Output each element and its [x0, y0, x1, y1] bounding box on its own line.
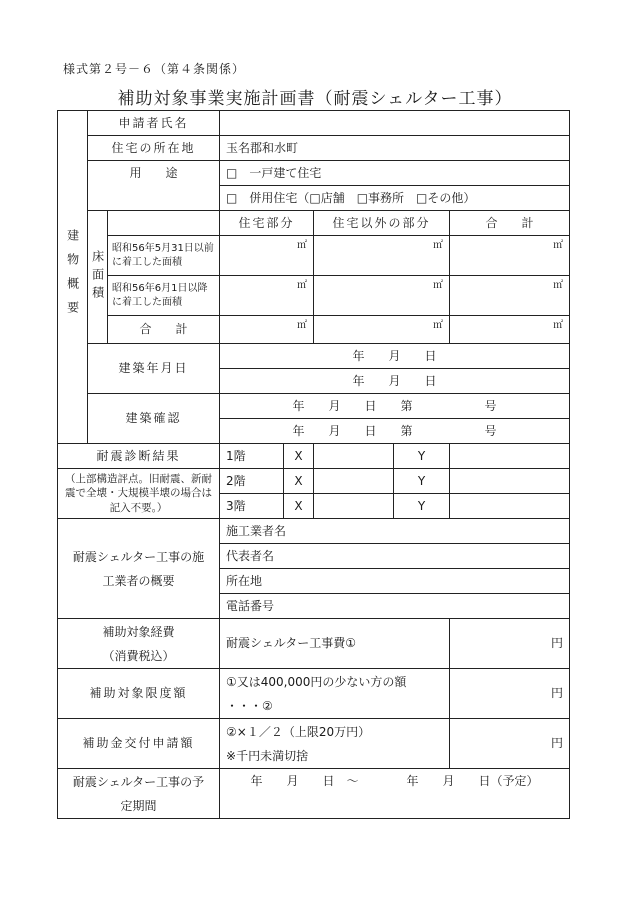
diagnosis-y-value-1[interactable]: [450, 444, 570, 469]
area-after-residential[interactable]: ㎡: [220, 276, 314, 316]
confirm-field-2[interactable]: 年 月 日 第 号: [220, 419, 570, 444]
row-after-1981: 昭和56年6月1日以降に着工した面積: [108, 276, 220, 316]
contractor-location-field[interactable]: 所在地: [220, 569, 570, 594]
limit-line-2: ・・・②: [226, 698, 273, 713]
applicant-label: 申請者氏名: [88, 111, 220, 136]
limit-label: 補助対象限度額: [58, 669, 220, 719]
contractor-representative-field[interactable]: 代表者名: [220, 544, 570, 569]
area-total-nonresidential[interactable]: ㎡: [314, 316, 450, 344]
applicant-field[interactable]: [220, 111, 570, 136]
diagnosis-floor-3: 3階: [220, 494, 284, 519]
contractor-label: 耐震シェルター工事の施工業者の概要: [58, 519, 220, 619]
cost-label: 補助対象経費（消費税込）: [58, 619, 220, 669]
address-field[interactable]: 玉名郡和水町: [220, 136, 570, 161]
col-total: 合 計: [450, 211, 570, 236]
period-label: 耐震シェルター工事の予定期間: [58, 769, 220, 819]
diagnosis-x-1[interactable]: X: [284, 444, 314, 469]
limit-description: [220, 669, 450, 719]
build-date-field-1[interactable]: 年 月 日: [220, 344, 570, 369]
diagnosis-y-3[interactable]: Y: [394, 494, 450, 519]
use-option-mixed[interactable]: □ 併用住宅（□店舗 □事務所 □その他）: [220, 186, 570, 211]
diagnosis-note: （上部構造評点。旧耐震、新耐震で全壊・大規模半壊の場合は記入不要。）: [58, 469, 220, 519]
area-total-total[interactable]: ㎡: [450, 316, 570, 344]
limit-amount-field[interactable]: 円: [450, 669, 570, 719]
diagnosis-y-1[interactable]: Y: [394, 444, 450, 469]
grant-line-1: ②×１／２（上限20万円）: [226, 724, 371, 739]
diagnosis-x-value-1[interactable]: [314, 444, 394, 469]
area-before-nonresidential[interactable]: ㎡: [314, 236, 450, 276]
period-field[interactable]: 年 月 日 ～ 年 月 日（予定）: [220, 769, 570, 819]
confirm-label: 建築確認: [88, 394, 220, 444]
diagnosis-y-value-2[interactable]: [450, 469, 570, 494]
form-id: 様式第２号－６（第４条関係）: [63, 62, 246, 76]
diagnosis-x-value-3[interactable]: [314, 494, 394, 519]
diagnosis-x-2[interactable]: X: [284, 469, 314, 494]
area-before-residential[interactable]: ㎡: [220, 236, 314, 276]
diagnosis-floor-2: 2階: [220, 469, 284, 494]
area-after-total[interactable]: ㎡: [450, 276, 570, 316]
area-before-total[interactable]: ㎡: [450, 236, 570, 276]
use-option-detached[interactable]: □ 一戸建て住宅: [220, 161, 570, 186]
contractor-phone-field[interactable]: 電話番号: [220, 594, 570, 619]
page-title: 補助対象事業実施計画書（耐震シェルター工事）: [117, 89, 513, 109]
floor-area-label: 床面積: [88, 211, 108, 344]
diagnosis-y-2[interactable]: Y: [394, 469, 450, 494]
floor-area-header-blank: [108, 211, 220, 236]
confirm-field-1[interactable]: 年 月 日 第 号: [220, 394, 570, 419]
limit-line-1: ①又は400,000円の少ない方の額: [226, 674, 407, 689]
diagnosis-x-3[interactable]: X: [284, 494, 314, 519]
grant-amount-field[interactable]: 円: [450, 719, 570, 769]
cost-amount-field[interactable]: 円: [450, 619, 570, 669]
grant-line-2: ※千円未満切捨: [226, 748, 309, 763]
col-residential: 住宅部分: [220, 211, 314, 236]
col-nonresidential: 住宅以外の部分: [314, 211, 450, 236]
use-label: 用 途: [88, 161, 220, 211]
contractor-company-field[interactable]: 施工業者名: [220, 519, 570, 544]
diagnosis-label: 耐震診断結果: [58, 444, 220, 469]
build-date-label: 建築年月日: [88, 344, 220, 394]
grant-description: [220, 719, 450, 769]
cost-item: 耐震シェルター工事費①: [220, 619, 450, 669]
diagnosis-x-value-2[interactable]: [314, 469, 394, 494]
build-date-field-2[interactable]: 年 月 日: [220, 369, 570, 394]
row-area-total: 合 計: [108, 316, 220, 344]
building-section-label: 建物概要: [58, 111, 88, 444]
address-label: 住宅の所在地: [88, 136, 220, 161]
diagnosis-y-value-3[interactable]: [450, 494, 570, 519]
grant-label: 補助金交付申請額: [58, 719, 220, 769]
area-after-nonresidential[interactable]: ㎡: [314, 276, 450, 316]
row-before-1981: 昭和56年5月31日以前に着工した面積: [108, 236, 220, 276]
diagnosis-floor-1: 1階: [220, 444, 284, 469]
area-total-residential[interactable]: ㎡: [220, 316, 314, 344]
plan-form-table: [57, 110, 570, 819]
